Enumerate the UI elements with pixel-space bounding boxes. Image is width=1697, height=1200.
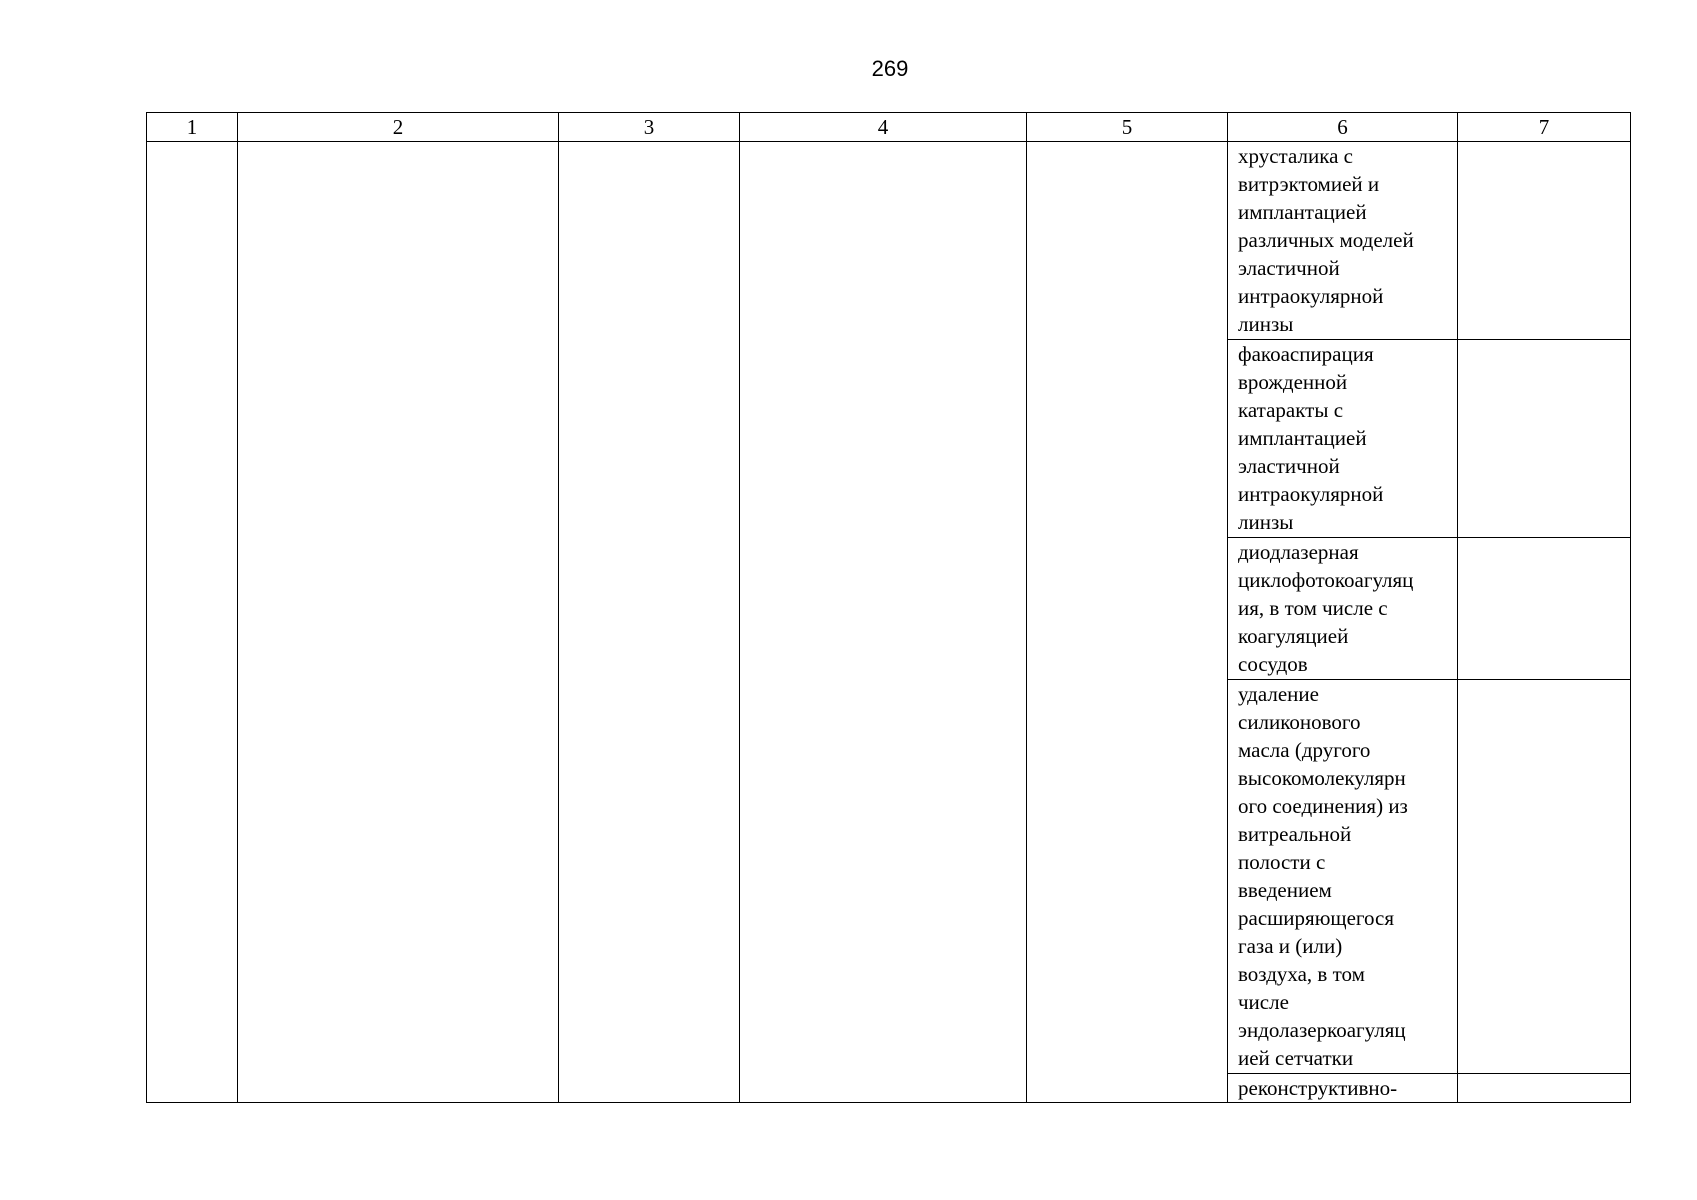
- procedure-line: линзы: [1238, 312, 1294, 336]
- procedure-cell: [1228, 680, 1458, 1074]
- column-header-6: 6: [1228, 113, 1458, 142]
- procedure-line: воздуха, в том: [1238, 962, 1365, 986]
- procedure-cell: [1228, 340, 1458, 538]
- cell-col7: [1458, 340, 1631, 538]
- procedure-line: эластичной: [1238, 256, 1340, 280]
- procedure-line: диодлазерная: [1238, 540, 1359, 564]
- procedure-line: масла (другого: [1238, 738, 1371, 762]
- cell-col1: [147, 142, 238, 1103]
- procedure-line: реконструктивно-: [1238, 1076, 1398, 1100]
- procedure-line: эндолазеркоагуляц: [1238, 1018, 1406, 1042]
- procedure-line: различных моделей: [1238, 228, 1414, 252]
- procedure-line: катаракты с: [1238, 398, 1344, 422]
- table-row: [147, 142, 1631, 340]
- procedure-line: витрэктомией и: [1238, 172, 1380, 196]
- procedure-line: числе: [1238, 990, 1289, 1014]
- cell-col7: [1458, 538, 1631, 680]
- procedure-line: ого соединения) из: [1238, 794, 1408, 818]
- table-header-row: [147, 113, 1631, 142]
- procedure-line: циклофотокоагуляц: [1238, 568, 1414, 592]
- procedure-line: введением: [1238, 878, 1332, 902]
- cell-col3: [559, 142, 740, 1103]
- cell-col4: [740, 142, 1027, 1103]
- procedure-line: интраокулярной: [1238, 284, 1384, 308]
- procedure-cell: [1228, 1074, 1458, 1103]
- column-header-4: 4: [740, 113, 1027, 142]
- cell-col7: [1458, 680, 1631, 1074]
- procedure-line: хрусталика с: [1238, 144, 1353, 168]
- procedure-line: линзы: [1238, 510, 1294, 534]
- procedure-line: имплантацией: [1238, 200, 1367, 224]
- procedure-cell: [1228, 538, 1458, 680]
- procedure-line: расширяющегося: [1238, 906, 1394, 930]
- procedure-line: полости с: [1238, 850, 1326, 874]
- procedure-line: высокомолекулярн: [1238, 766, 1406, 790]
- column-header-7: 7: [1458, 113, 1631, 142]
- procedure-line: имплантацией: [1238, 426, 1367, 450]
- procedure-line: ией сетчатки: [1238, 1046, 1354, 1070]
- procedure-line: газа и (или): [1238, 934, 1343, 958]
- procedure-line: ия, в том числе с: [1238, 596, 1388, 620]
- procedure-line: коагуляцией: [1238, 624, 1349, 648]
- procedure-line: витреальной: [1238, 822, 1352, 846]
- cell-col2: [238, 142, 559, 1103]
- procedure-line: эластичной: [1238, 454, 1340, 478]
- column-header-2: 2: [238, 113, 559, 142]
- document-table: [146, 112, 1631, 1103]
- procedure-line: интраокулярной: [1238, 482, 1384, 506]
- column-header-1: 1: [147, 113, 238, 142]
- column-header-3: 3: [559, 113, 740, 142]
- procedure-line: удаление: [1238, 682, 1319, 706]
- cell-col7: [1458, 142, 1631, 340]
- procedure-line: сосудов: [1238, 652, 1308, 676]
- procedure-line: силиконового: [1238, 710, 1361, 734]
- cell-col7: [1458, 1074, 1631, 1103]
- procedure-line: врожденной: [1238, 370, 1348, 394]
- procedure-cell: [1228, 142, 1458, 340]
- procedure-line: факоаспирация: [1238, 342, 1374, 366]
- page-number: 269: [871, 56, 909, 81]
- cell-col5: [1027, 142, 1228, 1103]
- column-header-5: 5: [1027, 113, 1228, 142]
